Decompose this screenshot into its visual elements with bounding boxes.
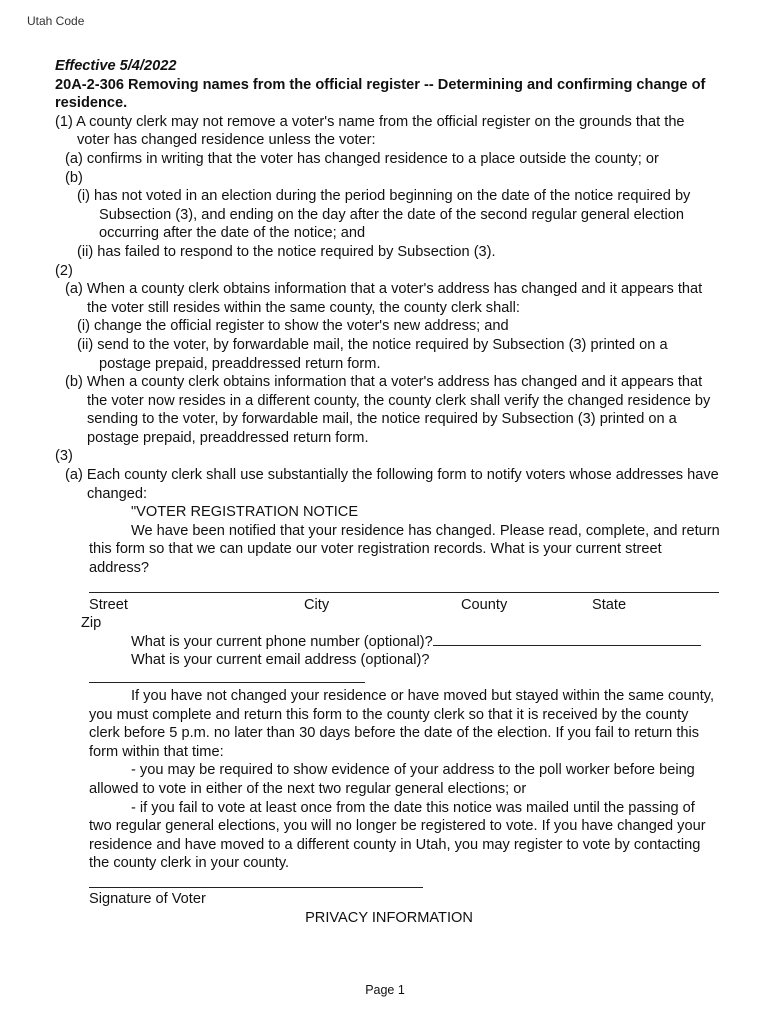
city-label: City (304, 596, 330, 613)
page-number: Page 1 (365, 983, 405, 997)
form-paragraph-1: If you have not changed your residence or have moved but stayed within the same county, you must complete and return this form to the county clerk so that it is received by the county clerk before 5 p.m. no later than 30 days before the date of the election. If you fail to return this form within that time: (89, 688, 715, 760)
subsection-3: (3) (55, 448, 73, 465)
subsection-2a: (a) When a county clerk obtains information that a voter's address has changed and it appears that the voter still resides within the same county, the county clerk shall: (65, 281, 703, 316)
subsection-2a-ii: (ii) send to the voter, by forwardable mail, the notice required by Subsection (3) printed on a postage prepaid, preaddressed return form. (77, 336, 668, 372)
state-label: State (592, 596, 627, 613)
subsection-3a: (a) Each county clerk shall use substantially the following form to notify voters whose addresses have changed: (65, 467, 719, 502)
subsection-1b: (b) (65, 169, 83, 186)
document-body (55, 57, 720, 927)
section-title: 20A-2-306 Removing names from the official register -- Determining and confirming change of residence. (55, 76, 706, 112)
subsection-1a: (a) confirms in writing that the voter has changed residence to a place outside the county; or (65, 150, 659, 167)
form-bullet-2: - if you fail to vote at least once from the date this notice was mailed until the passing of two regular general elections, you will no longer be registered to vote. If you have changed your residence and have moved to a different county in Utah, you may register to vote by contacting the county clerk in your county. (89, 799, 706, 872)
notice-form (81, 503, 720, 927)
form-heading: "VOTER REGISTRATION NOTICE (131, 504, 359, 521)
signature-label: Signature of Voter (89, 890, 206, 907)
form-bullet-1: - you may be required to show evidence of your address to the poll worker before being allowed to vote in either of the next two regular general elections; or (89, 762, 695, 797)
privacy-heading: PRIVACY INFORMATION (305, 909, 473, 926)
street-label: Street (89, 596, 128, 613)
subsection-2a-i: (i) change the official register to show the voter's new address; and (77, 318, 509, 335)
zip-label: Zip (81, 615, 102, 632)
subsection-2: (2) (55, 262, 73, 279)
form-intro: We have been notified that your residence has changed. Please read, complete, and return this form so that we can update our voter registration records. What is your current street address? (89, 522, 720, 577)
address-labels (89, 596, 720, 615)
subsection-1: (1) A county clerk may not remove a voter's name from the official register on the grounds that the voter has changed residence unless the voter: (55, 113, 685, 149)
phone-line (433, 633, 701, 646)
running-header: Utah Code (27, 14, 85, 28)
street-address-line (89, 580, 719, 593)
subsection-2b: (b) When a county clerk obtains information that a voter's address has changed and it appears that the voter now resides in a different county, the county clerk shall verify the changed residence by sending to the voter, by forwardable mail, the notice required by Subsection (3) printed on a postage prepaid, preaddressed return form. (65, 374, 711, 446)
subsection-1b-i: (i) has not voted in an election during the period beginning on the date of the notice required by Subsection (3), and ending on the day after the date of the second regular general election occurring after the date of the notice; and (77, 188, 691, 242)
signature-line (89, 875, 423, 888)
county-label: County (461, 596, 508, 613)
phone-row (89, 633, 720, 652)
subsection-1b-ii: (ii) has failed to respond to the notice required by Subsection (3). (77, 243, 496, 260)
email-question: What is your current email address (optional)? (131, 652, 430, 669)
effective-date: Effective 5/4/2022 (55, 58, 177, 74)
email-line (89, 670, 365, 683)
phone-question: What is your current phone number (optional)? (131, 633, 433, 650)
